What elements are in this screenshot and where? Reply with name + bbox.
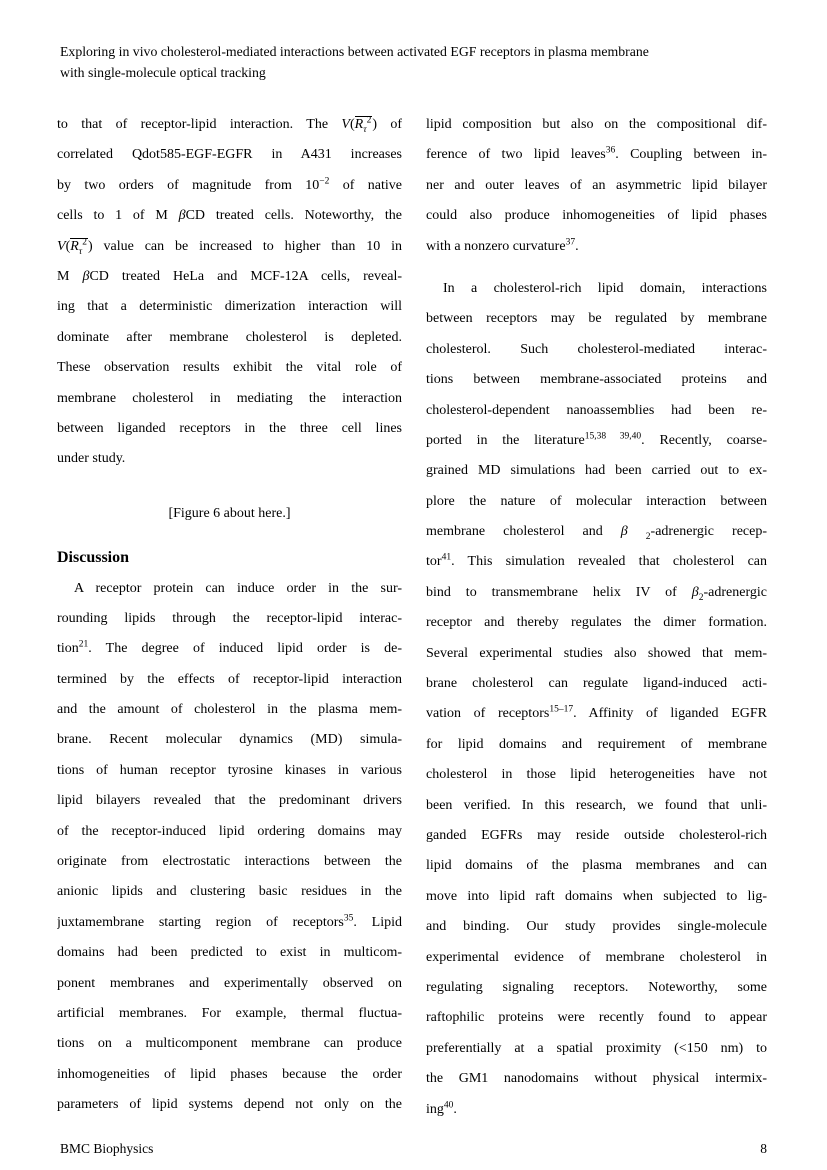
- text-line: experimental evidence of membrane cholesterol in: [426, 949, 767, 965]
- text-line: cells to 1 of M βCD treated cells. Noteworthy, the: [57, 208, 402, 224]
- text-line: cholesterol in those lipid heterogeneities have not: [426, 767, 767, 783]
- text-line: anionic lipids and clustering basic residues in the: [57, 884, 402, 900]
- text-line: brane. Recent molecular dynamics (MD) simula-: [57, 732, 402, 748]
- page-number: 8: [760, 1141, 767, 1156]
- text-line: A receptor protein can induce order in the sur-: [74, 580, 402, 596]
- text-line: tions between membrane-associated proteins and: [426, 372, 767, 388]
- paragraph: [426, 110, 767, 262]
- text-line: rounding lipids through the receptor-lipid interac-: [57, 610, 402, 626]
- text-line: Several experimental studies also showed that mem-: [426, 645, 767, 661]
- text-line: originate from electrostatic interactions between the: [57, 854, 402, 870]
- text-line: and binding. Our study provides single-molecule: [426, 919, 767, 935]
- text-line: brane cholesterol can regulate ligand-induced acti-: [426, 676, 767, 692]
- text-line: between receptors may be regulated by membrane: [426, 311, 767, 327]
- text-line: These observation results exhibit the vital role of: [57, 360, 402, 376]
- text-line: lipid composition but also on the compositional dif-: [426, 117, 767, 132]
- text-line: ganded EGFRs may reside outside cholesterol-rich: [426, 827, 767, 843]
- text-line: membrane cholesterol and β $_2$-adrenergic recep-: [426, 524, 767, 542]
- text-line: for lipid domains and requirement of membrane: [426, 736, 767, 752]
- text-line: between liganded receptors in the three cell lines: [57, 420, 402, 436]
- text-line: ponent membranes and experimentally observed on: [57, 975, 402, 991]
- text-line: lipid bilayers revealed that the predominant drivers: [57, 793, 402, 809]
- text-line: parameters of lipid systems depend not only on the: [57, 1097, 402, 1113]
- figure-placeholder-note: [Figure 6 about here.]: [168, 505, 291, 521]
- paragraph: [57, 574, 402, 1121]
- running-head: [60, 42, 767, 83]
- text-line: ported in the literature$^{15,38 39,40}$. Recently, coarse-: [426, 431, 767, 448]
- text-line: bind to transmembrane helix IV of $\beta_2$-adrenergic: [426, 584, 767, 603]
- text-line: regulating signaling receptors. Noteworthy, some: [426, 979, 767, 995]
- text-line: by two orders of magnitude from $10^{-2}$ of native: [57, 176, 402, 193]
- text-line: of the receptor-induced lipid ordering domains may: [57, 823, 402, 839]
- text-line: to that of receptor-lipid interaction. The $V(R_\tau^2)$ of: [57, 115, 402, 135]
- text-line: under study.: [57, 451, 126, 467]
- text-line: ference of two lipid leaves$^{36}$. Coupling between in-: [426, 145, 767, 163]
- text-line: correlated Qdot585-EGF-EGFR in A431 increases: [57, 147, 402, 163]
- text-line: ing$^{40}$.: [426, 1099, 457, 1117]
- paragraph: [57, 110, 402, 475]
- text-line: termined by the effects of receptor-lipid interaction: [57, 671, 402, 687]
- section-heading: Discussion: [57, 549, 130, 567]
- text-line: receptor and thereby regulates the dimer formation.: [426, 615, 767, 631]
- text-line: ner and outer leaves of an asymmetric lipid bilayer: [426, 177, 767, 193]
- page-footer: [60, 1140, 767, 1158]
- text-line: lipid domains of the plasma membranes and can: [426, 858, 767, 874]
- text-line: dominate after membrane cholesterol is depleted.: [57, 329, 402, 345]
- text-line: domains had been predicted to exist in multicom-: [57, 945, 402, 961]
- text-line: cholesterol. Such cholesterol-mediated interac-: [426, 341, 767, 357]
- text-line: inhomogeneities of lipid phases because the order: [57, 1066, 402, 1082]
- text-line: move into lipid raft domains when subjected to lig-: [426, 888, 767, 904]
- journal-name: BMC Biophysics: [60, 1141, 154, 1156]
- text-line: the GM1 nanodomains without physical intermix-: [426, 1071, 767, 1087]
- text-line: tions of human receptor tyrosine kinases in various: [57, 762, 402, 778]
- text-line: with a nonzero curvature$^{37}$.: [426, 236, 579, 254]
- text-line: grained MD simulations had been carried out to ex-: [426, 463, 767, 479]
- text-line: tions on a multicomponent membrane can produce: [57, 1036, 402, 1052]
- running-head-line1: Exploring in vivo cholesterol-mediated interactions between activated EGF receptors in plasma membrane: [60, 44, 649, 59]
- paragraph: [426, 274, 767, 1125]
- text-line: tor$^{41}$. This simulation revealed that cholesterol can: [426, 552, 767, 570]
- text-line: been verified. In this research, we found that unli-: [426, 797, 767, 813]
- text-line: juxtamembrane starting region of receptors$^{35}$. Lipid: [57, 913, 402, 930]
- text-line: and the amount of cholesterol in the plasma mem-: [57, 702, 402, 718]
- text-line: vation of receptors$^{15-17}$. Affinity of liganded EGFR: [426, 704, 767, 722]
- text-line: ing that a deterministic dimerization interaction will: [57, 299, 402, 315]
- text-line: cholesterol-dependent nanoassemblies had been re-: [426, 402, 767, 418]
- text-line: plore the nature of molecular interaction between: [426, 493, 767, 509]
- running-head-line2: with single-molecule optical tracking: [60, 64, 266, 80]
- text-line: preferentially at a spatial proximity (<150 nm) to: [426, 1040, 767, 1056]
- text-line: $V(R_\tau^2)$ value can be increased to higher than 10 in: [57, 236, 402, 257]
- text-line: M βCD treated HeLa and MCF-12A cells, reveal-: [57, 268, 402, 284]
- text-line: raftophilic proteins were recently found to appear: [426, 1010, 767, 1026]
- text-line: tion$^{21}$. The degree of induced lipid order is de-: [57, 639, 402, 657]
- text-line: artificial membranes. For example, thermal fluctua-: [57, 1005, 402, 1021]
- text-line: In a cholesterol-rich lipid domain, interactions: [443, 280, 767, 296]
- text-line: membrane cholesterol in mediating the interaction: [57, 390, 402, 406]
- left-column: [57, 110, 402, 1121]
- text-line: could also produce inhomogeneities of lipid phases: [426, 208, 767, 224]
- right-column: [426, 110, 767, 1125]
